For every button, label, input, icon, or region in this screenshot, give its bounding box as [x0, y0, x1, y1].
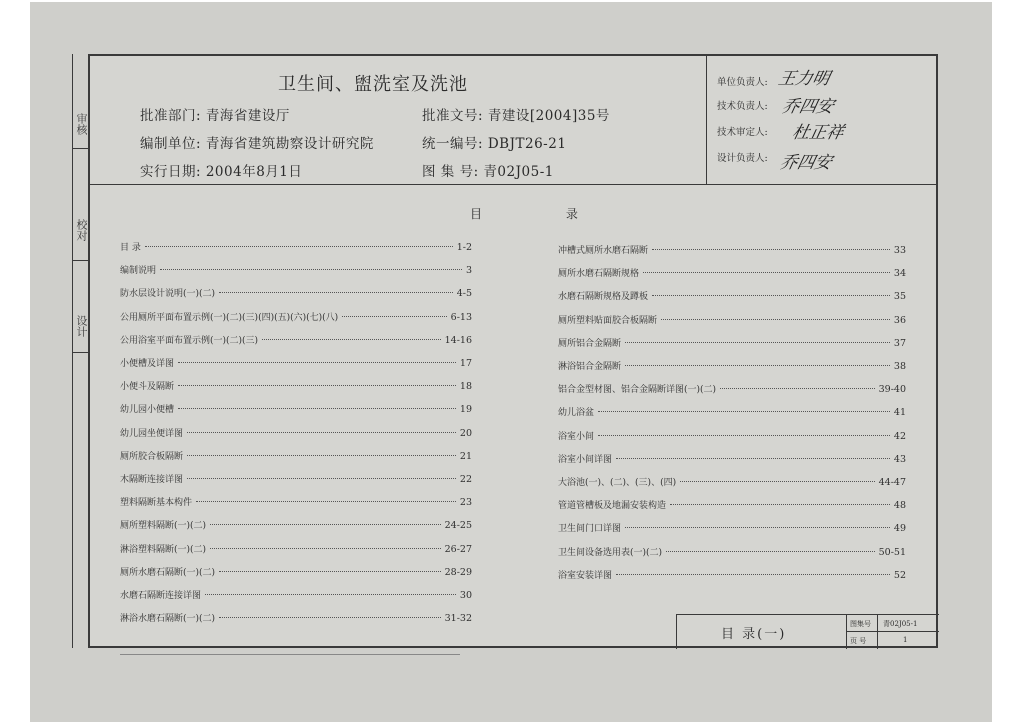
toc-entry	[558, 475, 906, 489]
toc-entry-page: 41	[893, 407, 906, 419]
toc-leader-dots	[720, 388, 875, 389]
toc-entry-label: 公用厕所平面布置示例(一)(二)(三)(四)(五)(六)(七)(八)	[120, 312, 339, 323]
toc-entry-page: 48	[893, 500, 906, 512]
toc-title: 目 录	[470, 207, 618, 221]
toc-leader-dots	[598, 435, 890, 436]
grid-line	[847, 631, 939, 632]
toc-entry-page: 44-47	[878, 477, 906, 488]
document-header	[98, 56, 708, 186]
title-block-label: 目 录(一)	[721, 627, 787, 642]
signature-tech-review: 杜正祥	[790, 123, 846, 143]
toc-entry-page: 1-2	[456, 242, 472, 253]
toc-leader-dots	[187, 478, 456, 479]
atlas-number: 图 集 号: 青02J05-1	[422, 164, 554, 180]
toc-entry	[558, 359, 906, 373]
toc-entry-label: 厕所铝合金隔断	[558, 338, 622, 349]
toc-leader-dots	[178, 385, 456, 386]
toc-leader-dots	[652, 249, 890, 250]
toc-entry	[120, 518, 472, 532]
unified-number: 统一编号: DBJT26-21	[422, 136, 567, 152]
toc-leader-dots	[219, 292, 453, 293]
toc-entry-page: 30	[459, 590, 472, 601]
toc-entry-label: 厕所水磨石隔断规格	[558, 269, 640, 280]
toc-entry-page: 28-29	[444, 566, 472, 578]
toc-entry	[558, 568, 906, 582]
strip-label-proofread: 校对	[73, 200, 89, 261]
toc-leader-dots	[625, 342, 890, 343]
toc-entry-page: 17	[459, 358, 472, 369]
signature-box	[706, 56, 937, 184]
toc-entry	[558, 521, 906, 535]
toc-leader-dots	[666, 551, 875, 552]
toc-entry	[120, 449, 472, 463]
toc-entry-label: 管道管槽板及地漏安装构造	[558, 501, 667, 512]
toc-leader-dots	[219, 571, 441, 572]
toc-entry-page: 42	[893, 430, 906, 442]
header-divider	[90, 184, 936, 185]
toc-leader-dots	[219, 617, 441, 618]
toc-entry	[558, 336, 906, 350]
toc-leader-dots	[178, 408, 456, 409]
toc-entry	[120, 356, 472, 370]
toc-entry-label: 幼儿园坐便详图	[120, 428, 184, 439]
toc-entry	[558, 243, 906, 257]
toc-leader-dots	[661, 319, 890, 320]
toc-entry-label: 幼儿浴盆	[558, 408, 595, 419]
toc-entry-label: 幼儿园小便槽	[120, 405, 175, 416]
toc-entry	[120, 263, 472, 277]
toc-entry-page: 50-51	[878, 546, 906, 558]
toc-entry-page: 26-27	[444, 543, 472, 555]
toc-leader-dots	[670, 504, 890, 505]
toc-entry-label: 水磨石隔断连接详图	[120, 591, 202, 601]
toc-entry-page: 22	[459, 474, 472, 485]
toc-entry	[558, 266, 906, 280]
toc-entry-label: 编制说明	[120, 266, 157, 277]
toc-entry-page: 52	[893, 569, 906, 581]
page-no-value: 1	[903, 636, 908, 644]
page-no-label: 页 号	[850, 637, 867, 645]
approval-dept: 批准部门: 青海省建设厅	[140, 108, 290, 124]
toc-entry	[120, 495, 472, 509]
strip-label-review: 审核	[73, 100, 89, 149]
signature-unit-head: 王力明	[776, 69, 832, 89]
toc-leader-dots	[196, 501, 456, 502]
toc-entry-label: 大浴池(一)、(二)、(三)、(四)	[558, 478, 677, 488]
toc-entry	[120, 310, 472, 324]
toc-entry-label: 厕所塑料隔断(一)(二)	[120, 521, 207, 532]
sign-row-design-head: 设计负责人:	[717, 153, 768, 164]
toc-entry	[558, 498, 906, 512]
toc-entry-label: 水磨石隔断规格及蹲板	[558, 292, 649, 303]
toc-entry-page: 36	[893, 314, 906, 326]
toc-entry-label: 塑料隔断基本构件	[120, 498, 193, 509]
toc-entry-page: 38	[893, 361, 906, 372]
toc-entry	[120, 565, 472, 579]
toc-entry-label: 淋浴铝合金隔断	[558, 362, 622, 372]
toc-entry-page: 4-5	[456, 288, 472, 300]
toc-entry	[558, 429, 906, 443]
toc-entry-page: 3	[465, 265, 472, 277]
toc-entry	[120, 333, 472, 347]
toc-entry-page: 19	[459, 404, 472, 416]
toc-leader-dots	[616, 574, 890, 575]
toc-entry	[558, 382, 906, 396]
toc-leader-dots	[210, 548, 441, 549]
signature-tech-head: 乔四安	[780, 97, 836, 117]
toc-entry	[558, 289, 906, 303]
toc-entry-label: 冲槽式厕所水磨石隔断	[558, 246, 649, 256]
toc-entry-label: 浴室安装详图	[558, 570, 613, 581]
toc-entry	[120, 588, 472, 602]
toc-entry-page: 33	[893, 245, 906, 256]
toc-entry	[558, 545, 906, 559]
toc-entry-label: 公用浴室平面布置示例(一)(二)(三)	[120, 335, 259, 346]
compile-unit: 编制单位: 青海省建筑勘察设计研究院	[140, 136, 374, 152]
toc-entry-label: 淋浴水磨石隔断(一)(二)	[120, 614, 216, 625]
toc-entry-label: 卫生间门口详图	[558, 524, 622, 535]
bottom-margin-strip	[120, 654, 460, 675]
toc-entry-label: 厕所塑料贴面胶合板隔断	[558, 315, 658, 326]
toc-entry-page: 43	[893, 453, 906, 465]
toc-leader-dots	[625, 527, 890, 528]
toc-leader-dots	[187, 432, 456, 433]
toc-leader-dots	[625, 365, 890, 366]
toc-entry-page: 37	[893, 337, 906, 349]
sign-row-unit-head: 单位负责人:	[717, 77, 768, 88]
toc-entry-label: 淋浴塑料隔断(一)(二)	[120, 544, 207, 555]
toc-entry	[120, 286, 472, 300]
title-block	[676, 614, 847, 649]
toc-entry-label: 防水层设计说明(一)(二)	[120, 289, 216, 300]
toc-leader-dots	[262, 339, 441, 340]
toc-entry-page: 24-25	[444, 520, 472, 532]
toc-entry-page: 34	[893, 268, 906, 280]
toc-entry-page: 6-13	[450, 311, 472, 323]
toc-leader-dots	[342, 316, 446, 317]
toc-leader-dots	[616, 458, 890, 459]
toc-entry-page: 31-32	[444, 613, 472, 625]
strip-label-design: 设计	[73, 300, 89, 353]
atlas-no-value: 青02J05-1	[883, 620, 918, 628]
toc-entry-label: 卫生间设备选用表(一)(二)	[558, 547, 663, 558]
toc-entry-page: 35	[893, 291, 906, 303]
signature-design-head: 乔四安	[778, 153, 834, 173]
toc-entry	[120, 472, 472, 486]
toc-entry	[120, 542, 472, 556]
document-title: 卫生间、盥洗室及洗池	[278, 74, 468, 95]
toc-leader-dots	[145, 246, 453, 247]
toc-entry-label: 木隔断连接详图	[120, 475, 184, 485]
toc-entry-page: 49	[893, 523, 906, 535]
toc-entry	[558, 313, 906, 327]
toc-entry-label: 铝合金型材图、铝合金隔断详图(一)(二)	[558, 385, 717, 396]
sign-row-tech-head: 技术负责人:	[717, 101, 768, 112]
title-block-grid	[846, 614, 939, 649]
toc-entry-label: 浴室小间详图	[558, 454, 613, 465]
toc-entry-page: 14-16	[444, 334, 472, 346]
toc-entry-label: 厕所胶合板隔断	[120, 451, 184, 462]
toc-entry	[558, 405, 906, 419]
toc-entry	[120, 240, 472, 254]
toc-entry-label: 小便槽及详图	[120, 359, 175, 369]
toc-leader-dots	[187, 455, 456, 456]
toc-entry-page: 21	[459, 450, 472, 462]
toc-entry	[120, 379, 472, 393]
toc-leader-dots	[205, 594, 456, 595]
toc-entry-page: 39-40	[878, 384, 906, 396]
toc-entry	[120, 402, 472, 416]
toc-leader-dots	[160, 269, 462, 270]
toc-leader-dots	[643, 272, 890, 273]
atlas-no-label: 图集号	[850, 620, 871, 628]
toc-entry-label: 厕所水磨石隔断(一)(二)	[120, 567, 216, 578]
toc-entry-label: 小便斗及隔断	[120, 382, 175, 393]
toc-leader-dots	[178, 362, 456, 363]
toc-entry-page: 23	[459, 497, 472, 509]
toc-entry-label: 浴室小间	[558, 431, 595, 442]
toc-entry-page: 20	[459, 427, 472, 439]
toc-entry-label: 目 录	[120, 243, 141, 253]
toc-leader-dots	[680, 481, 875, 482]
toc-entry	[558, 452, 906, 466]
toc-entry	[120, 426, 472, 440]
toc-leader-dots	[210, 524, 441, 525]
toc-leader-dots	[598, 411, 890, 412]
effective-date: 实行日期: 2004年8月1日	[140, 164, 303, 180]
sign-row-tech-review: 技术审定人:	[717, 127, 768, 138]
toc-entry-page: 18	[459, 381, 472, 393]
toc-leader-dots	[652, 295, 890, 296]
toc-entry	[120, 611, 472, 625]
approval-number: 批准文号: 青建设[2004]35号	[422, 108, 610, 124]
grid-line	[877, 615, 878, 649]
